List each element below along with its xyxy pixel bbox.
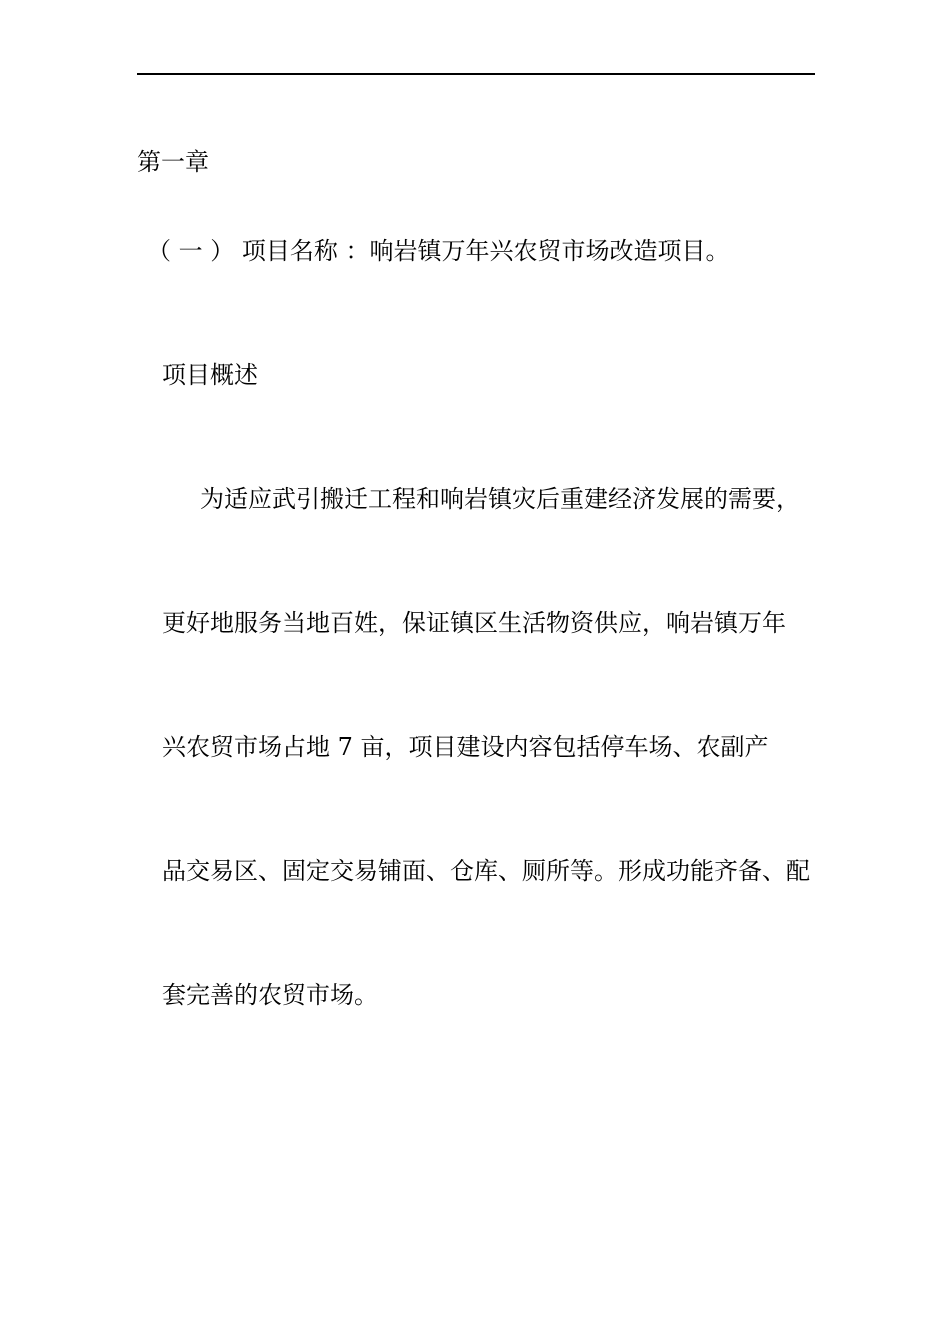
paragraph-line: 品交易区、固定交易铺面、仓库、厕所等。形成功能齐备、配 bbox=[162, 857, 810, 885]
section-heading: 项目概述 bbox=[162, 361, 258, 389]
item-number: （ 一 ） bbox=[147, 237, 235, 265]
project-name-line bbox=[147, 236, 730, 266]
paragraph-line: 为适应武引搬迁工程和响岩镇灾后重建经济发展的需要， bbox=[200, 485, 800, 513]
project-name-value: 响岩镇万年兴农贸市场改造项目。 bbox=[369, 237, 730, 265]
item-label: 项目名称 ： bbox=[241, 237, 370, 265]
header-rule bbox=[137, 73, 815, 75]
chapter-heading: 第一章 bbox=[137, 148, 209, 176]
paragraph-line: 套完善的农贸市场。 bbox=[162, 981, 378, 1009]
paragraph-line: 更好地服务当地百姓，保证镇区生活物资供应，响岩镇万年 bbox=[162, 609, 786, 637]
paragraph-line: 兴农贸市场占地 7 亩，项目建设内容包括停车场、农副产 bbox=[162, 733, 769, 761]
